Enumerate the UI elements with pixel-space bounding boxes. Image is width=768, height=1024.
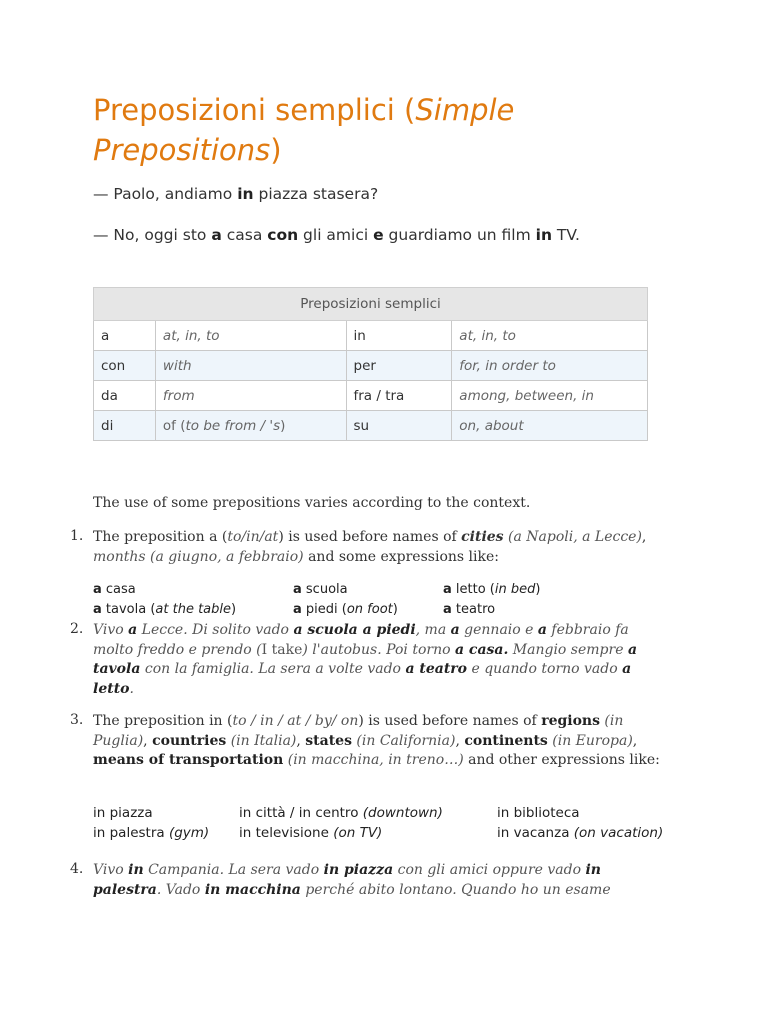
item-italic: to / in / at / by/ on [232, 713, 359, 729]
item-bold: in palestra [93, 862, 601, 898]
preposition-cell: di [94, 411, 156, 441]
dialog-text: casa [221, 226, 268, 244]
preposition-cell: con [94, 351, 156, 381]
expression-bold: a [93, 602, 102, 617]
expression-cell [93, 805, 153, 821]
item-text: ) is used before names of [358, 713, 542, 729]
expression-text: piedi ( [301, 602, 347, 617]
item-bold: a casa. [454, 641, 509, 658]
expression-text: in piazza [93, 805, 153, 821]
expression-italic: in bed [494, 582, 536, 597]
item-bold: a scuola a piedi [293, 622, 416, 638]
table-row [94, 381, 648, 411]
expression-text: in palestra [93, 825, 169, 841]
title-italic: Simple Prepositions [93, 93, 515, 167]
expression-bold: a [443, 602, 452, 617]
item-italic: (in macchina, in treno…) [283, 752, 464, 768]
expression-cell [443, 582, 540, 597]
item-bold: regions [541, 713, 600, 729]
prepositions-table [93, 287, 648, 441]
item-italic: (in Italia) [226, 732, 297, 749]
expression-bold: a [93, 582, 102, 597]
dialog-bold: in [535, 226, 552, 244]
item-text: . Vado [156, 881, 205, 898]
expression-cell [239, 825, 382, 841]
item-bold: a [450, 622, 460, 638]
item-text: , ma [415, 622, 451, 638]
expression-bold: a [293, 582, 302, 597]
item-text: ) l'autobus. Poi torno [302, 641, 455, 658]
expression-italic: (on vacation) [573, 825, 664, 841]
dialog-text: piazza stasera? [253, 185, 379, 203]
preposition-cell: su [346, 411, 452, 441]
item-text: perché abito lontano. Quando ho un esame [300, 881, 611, 898]
dialog-text: TV. [551, 226, 580, 244]
list-number: 2. [70, 621, 84, 637]
expression-text: in televisione [239, 825, 334, 841]
expression-text: teatro [451, 602, 496, 617]
item-text: Lecce. Di solito vado [137, 622, 294, 638]
translation-cell [155, 411, 346, 441]
item-text: The preposition in ( [93, 713, 233, 729]
list-item-3 [93, 712, 673, 771]
item-italic: (in Puglia) [93, 713, 624, 749]
item-italic: (in Europa) [547, 732, 633, 749]
item-text: e quando torno vado [467, 661, 623, 677]
item-bold: in macchina [204, 881, 301, 898]
item-bold: a [128, 622, 138, 638]
expression-text: in biblioteca [497, 805, 580, 821]
dialog-text: guardiamo un film [383, 226, 536, 244]
dialog-line-2 [93, 226, 580, 244]
item-bold: continents [464, 732, 548, 749]
expression-cell [93, 582, 136, 597]
item-bold: a teatro [405, 661, 468, 677]
preposition-cell: a [94, 321, 156, 351]
list-item-1 [93, 528, 673, 567]
expression-italic: (gym) [168, 825, 210, 841]
preposition-cell: da [94, 381, 156, 411]
dialog-bold: con [267, 226, 299, 244]
item-text: , [455, 732, 465, 749]
dialog-line-1 [93, 185, 378, 203]
table-row [94, 351, 648, 381]
item-bold: in piazza [323, 862, 394, 878]
translation-part: to be from / 's [185, 417, 281, 434]
item-bold-italic: cities [461, 529, 504, 545]
item-text: ) is used before names of [278, 529, 462, 545]
table-row [94, 411, 648, 441]
expression-italic: (downtown) [362, 805, 443, 821]
expression-bold: a [443, 582, 452, 597]
preposition-part: tra [385, 387, 405, 404]
item-text: , [632, 732, 638, 749]
table-header: Preposizioni semplici [94, 288, 648, 321]
item-text: , [641, 529, 647, 545]
expression-cell [443, 602, 495, 617]
item-italic: to/in/at [227, 529, 279, 545]
item-text: con la famiglia. La sera a volte vado [140, 661, 406, 677]
item-bold: states [305, 732, 352, 749]
expression-text: letto ( [451, 582, 495, 597]
list-number: 1. [70, 528, 84, 544]
dialog-bold: e [373, 226, 384, 244]
title-suffix: ) [270, 133, 282, 167]
item-bold: in [128, 862, 144, 878]
preposition-cell: per [346, 351, 452, 381]
expression-text: ) [535, 582, 541, 597]
preposition-cell [346, 381, 452, 411]
expression-text: ) [392, 602, 398, 617]
list-number: 3. [70, 712, 84, 728]
title-prefix: Preposizioni semplici ( [93, 93, 416, 127]
item-text: and some expressions like: [303, 548, 499, 565]
expression-italic: at the table [155, 602, 231, 617]
translation-cell: at, in, to [155, 321, 346, 351]
expression-text: in città / in centro [239, 805, 363, 821]
item-text: gennaio e [459, 622, 538, 638]
expression-cell [93, 602, 236, 617]
expression-cell [239, 805, 443, 821]
item-bold: a [537, 622, 547, 638]
item-bold: a tavola [93, 641, 638, 677]
item-text: , [296, 732, 306, 749]
translation-part: of ( [162, 417, 186, 434]
expression-bold: a [293, 602, 302, 617]
expression-cell [293, 602, 398, 617]
expression-italic: (on TV) [333, 825, 383, 841]
dialog-bold: a [211, 226, 222, 244]
dialog-text: — No, oggi sto [93, 226, 212, 244]
dialog-text: — Paolo, andiamo [93, 185, 238, 203]
translation-part: ) [280, 417, 286, 434]
dialog-bold: in [237, 185, 254, 203]
translation-cell: from [155, 381, 346, 411]
item-text: Mangio sempre [508, 641, 628, 658]
item-bold: countries [152, 732, 227, 749]
preposition-separator: / [372, 387, 386, 404]
item-bold: means of transportation [93, 752, 284, 768]
translation-cell: on, about [452, 411, 648, 441]
translation-cell: with [155, 351, 346, 381]
dialog-text: gli amici [298, 226, 374, 244]
item-bold: a letto [93, 661, 632, 697]
expression-cell [497, 825, 663, 841]
expression-cell [497, 805, 580, 821]
expression-italic: on foot [346, 602, 393, 617]
translation-cell: among, between, in [452, 381, 648, 411]
item-italic: months (a giugno, a febbraio) [93, 548, 304, 565]
list-item-2 [93, 621, 673, 699]
item-text: The preposition a ( [93, 529, 228, 545]
page-title [93, 90, 693, 170]
table-header-row [94, 288, 648, 321]
expression-text: casa [101, 582, 136, 597]
list-number: 4. [70, 861, 84, 877]
item-italic: (in California) [351, 732, 456, 749]
table-row [94, 321, 648, 351]
preposition-part: fra [353, 387, 373, 404]
translation-cell: at, in, to [452, 321, 648, 351]
preposition-cell: in [346, 321, 452, 351]
expression-cell [93, 825, 209, 841]
expression-cell [293, 582, 348, 597]
item-text: con gli amici oppure vado [393, 862, 586, 878]
intro-text: The use of some prepositions varies according to the context. [93, 495, 531, 511]
expression-text: in vacanza [497, 825, 574, 841]
item-roman: I take [261, 641, 303, 658]
item-text: Vivo [93, 622, 129, 638]
item-text: Vivo [93, 862, 129, 878]
item-text: Campania. La sera vado [143, 862, 324, 878]
item-text: febbraio fa molto freddo e prendo ( [93, 622, 629, 658]
item-text: , [143, 732, 153, 749]
expression-text: tavola ( [101, 602, 156, 617]
expression-text: ) [231, 602, 237, 617]
translation-cell: for, in order to [452, 351, 648, 381]
list-item-4 [93, 861, 673, 900]
item-italic: (a Napoli, a Lecce) [503, 529, 642, 545]
item-text: . [129, 680, 134, 697]
expression-text: scuola [301, 582, 348, 597]
item-text: and other expressions like: [463, 752, 660, 768]
